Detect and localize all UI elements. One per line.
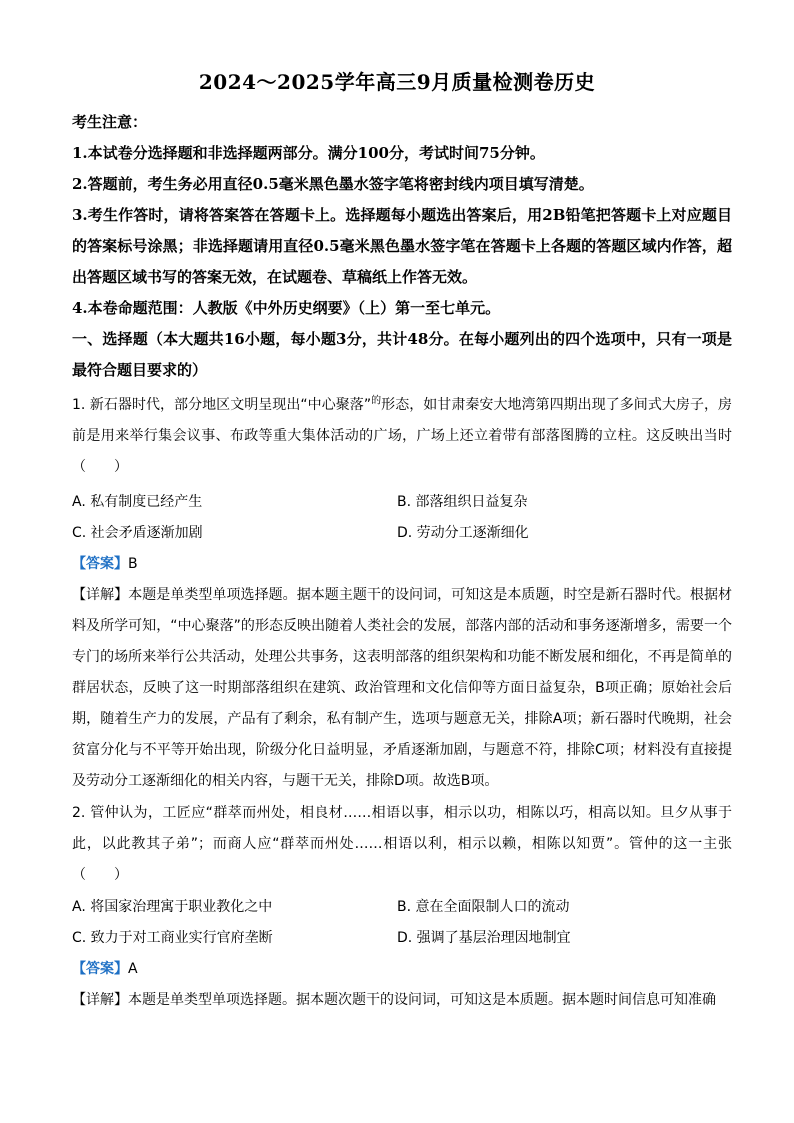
question-1-option-d: D. 劳动分工逐渐细化 — [397, 525, 529, 541]
question-2-option-b: B. 意在全面限制人口的流动 — [397, 899, 570, 915]
question-1-option-b: B. 部落组织日益复杂 — [397, 494, 528, 510]
question-2-option-a: A. 将国家治理寓于职业教化之中 — [72, 899, 273, 915]
section-heading: 一、选择题（本大题共16小题，每小题3分，共计48分。在每小题列出的四个选项中，只有一项是最符合题目要求的） — [72, 330, 732, 379]
question-1-stem-sup: 的 — [371, 395, 382, 407]
question-1-detail-text: 本题是单类型单项选择题。据本题主题干的设问词，可知这是本质题，时空是新石器时代。根据材料及所学可知，“中心聚落”的形态反映出随着人类社会的发展，部落内部的活动和事务逐渐增多，需要一个专门的场所来举行公共活动，处理公共事务，这表明部落的组织架构和功能不断发展和细化，不再是简单的群居状态，反映了这一时期部落组织在建筑、政治管理和文化信仰等方面日益复杂，B项正确；原始社会后期，随着生产力的发展，产品有了剩余，私有制产生，选项与题意无关，排除A项；新石器时代晚期，社会贫富分化与不平等开始出现，阶级分化日益明显，矛盾逐渐加剧，与题意不符，排除C项；材料没有直接提及劳动分工逐渐细化的相关内容，与题干无关，排除D项。故选B项。 — [72, 587, 733, 789]
question-1-stem — [72, 390, 732, 483]
answer-tag: 【答案】 — [72, 556, 128, 572]
notice-item-1: 1.本试卷分选择题和非选择题两部分。满分100分，考试时间75分钟。 — [72, 144, 545, 162]
notice-heading: 考生注意： — [72, 113, 148, 131]
page-title: 2024～2025学年高三9月质量检测卷历史 — [198, 70, 596, 94]
question-2-detail — [72, 985, 732, 1016]
question-1-option-c: C. 社会矛盾逐渐加剧 — [72, 525, 203, 541]
detail-tag: 【详解】 — [72, 587, 129, 603]
question-2-detail-text: 本题是单类型单项选择题。据本题次题干的设问词，可知这是本质题。据本题时间信息可知准确 — [128, 992, 716, 1008]
question-1-detail — [72, 580, 732, 797]
detail-tag: 【详解】 — [72, 992, 128, 1008]
question-2-options — [72, 892, 732, 954]
question-2-answer-value: A — [128, 961, 138, 977]
question-1-stem-part-b: 形态，如甘肃秦安大地湾第四期出现了多间式大房子，房前是用来举行集会议事、布政等重大集体活动的广场，广场上还立着带有部落图腾的立柱。这反映出当时（ ） — [72, 397, 733, 475]
notice-item-3: 3.考生作答时，请将答案答在答题卡上。选择题每小题选出答案后，用2B铅笔把答题卡上对应题目的答案标号涂黑；非选择题请用直径0.5毫米黑色墨水签字笔在答题卡上各题的答题区域内作答，超出答题区域书写的答案无效，在试题卷、草稿纸上作答无效。 — [72, 206, 732, 286]
question-2-option-c: C. 致力于对工商业实行官府垄断 — [72, 930, 273, 946]
notice-item-4: 4.本卷命题范围：人教版《中外历史纲要》（上）第一至七单元。 — [72, 299, 501, 317]
question-1-answer — [72, 549, 732, 580]
question-1-option-a: A. 私有制度已经产生 — [72, 494, 203, 510]
question-1-stem-part-a: 1. 新石器时代，部分地区文明呈现出“中心聚落” — [72, 397, 372, 413]
notice-block — [72, 107, 732, 386]
answer-tag: 【答案】 — [72, 961, 128, 977]
notice-item-2: 2.答题前，考生务必用直径0.5毫米黑色墨水签字笔将密封线内项目填写清楚。 — [72, 175, 594, 193]
question-1-answer-value: B — [128, 556, 138, 572]
question-2-answer — [72, 954, 732, 985]
question-2-stem: 2. 管仲认为，工匠应“群萃而州处，相良材……相语以事，相示以功，相陈以巧，相高以知。旦夕从事于此，以此教其子弟”；而商人应“群萃而州处……相语以利，相示以赖，相陈以知贾”。管仲的这一主张（ ） — [72, 805, 732, 883]
question-1-options — [72, 487, 732, 549]
question-2-option-d: D. 强调了基层治理因地制宜 — [397, 930, 571, 946]
